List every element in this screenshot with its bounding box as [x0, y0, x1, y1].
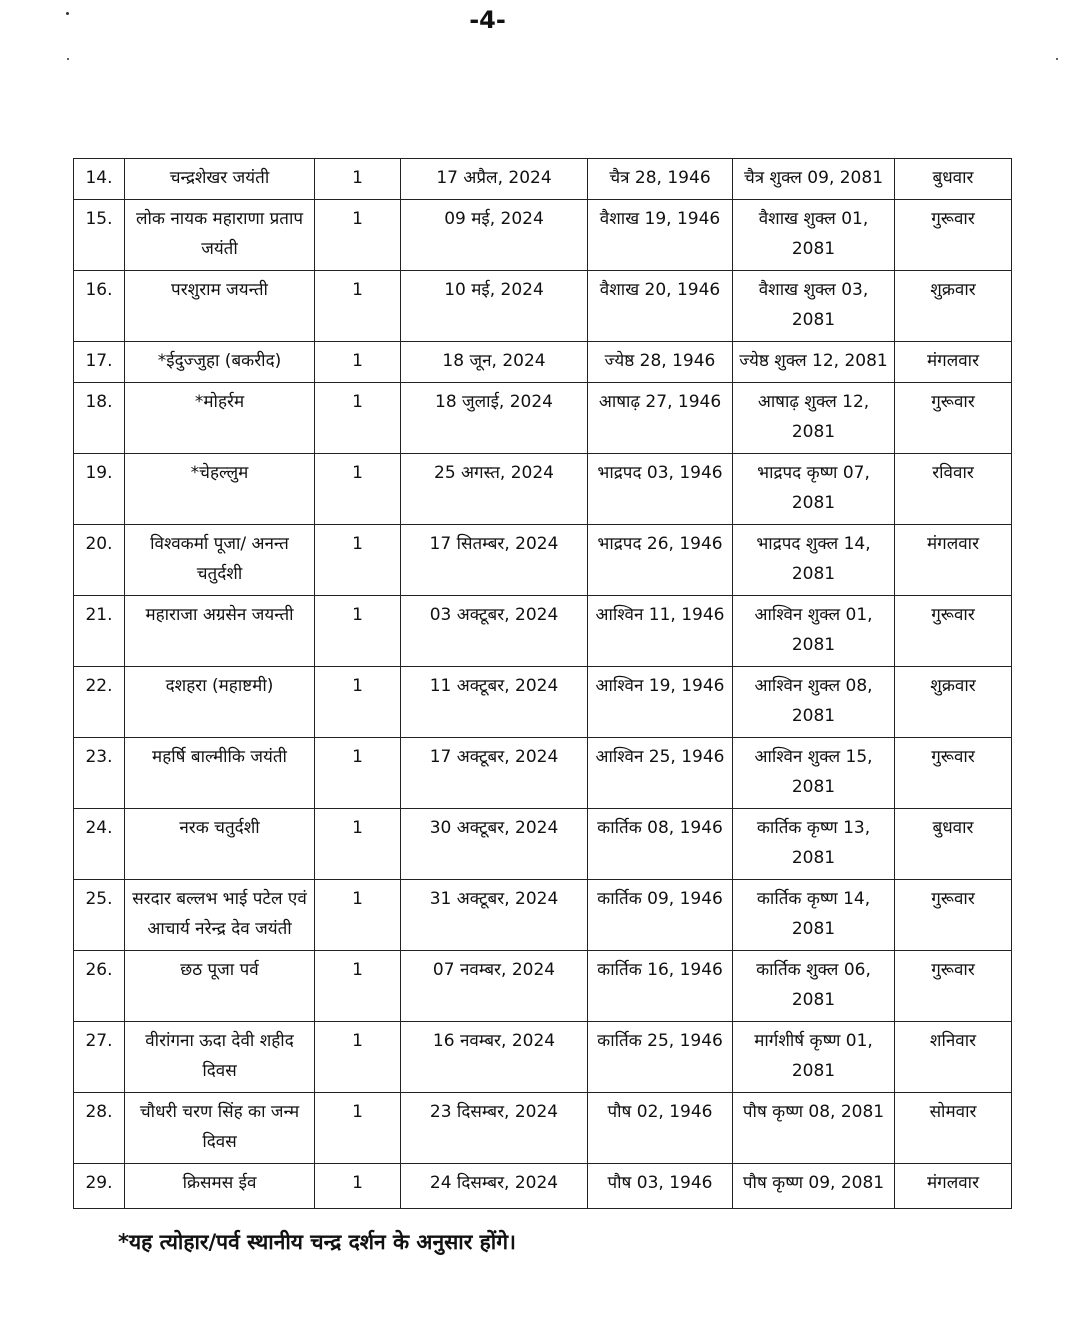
weekday-cell: मंगलवार [895, 1164, 1012, 1209]
table-row [74, 1022, 1012, 1093]
vikram-date-cell: वैशाख शुक्ल 03, 2081 [733, 271, 895, 342]
serial-number-cell: 22. [74, 667, 125, 738]
gregorian-date-cell: 30 अक्टूबर, 2024 [401, 809, 588, 880]
saka-date-cell: भाद्रपद 26, 1946 [588, 525, 733, 596]
weekday-cell: गुरूवार [895, 596, 1012, 667]
saka-date-cell: आश्विन 25, 1946 [588, 738, 733, 809]
saka-date-cell: वैशाख 20, 1946 [588, 271, 733, 342]
vikram-date-cell: आषाढ़ शुक्ल 12, 2081 [733, 383, 895, 454]
holiday-name-cell: सरदार बल्लभ भाई पटेल एवं आचार्य नरेन्द्र देव जयंती [125, 880, 315, 951]
saka-date-cell: वैशाख 19, 1946 [588, 200, 733, 271]
holiday-table-body [74, 159, 1012, 1209]
gregorian-date-cell: 25 अगस्त, 2024 [401, 454, 588, 525]
holiday-table [73, 158, 1012, 1209]
table-row [74, 525, 1012, 596]
serial-number-cell: 14. [74, 159, 125, 200]
serial-number-cell: 20. [74, 525, 125, 596]
table-row [74, 809, 1012, 880]
gregorian-date-cell: 18 जून, 2024 [401, 342, 588, 383]
vikram-date-cell: चैत्र शुक्ल 09, 2081 [733, 159, 895, 200]
vikram-date-cell: भाद्रपद कृष्ण 07, 2081 [733, 454, 895, 525]
saka-date-cell: कार्तिक 08, 1946 [588, 809, 733, 880]
weekday-cell: बुधवार [895, 809, 1012, 880]
vikram-date-cell: ज्येष्ठ शुक्ल 12, 2081 [733, 342, 895, 383]
holiday-name-cell: नरक चतुर्दशी [125, 809, 315, 880]
gregorian-date-cell: 31 अक्टूबर, 2024 [401, 880, 588, 951]
vikram-date-cell: भाद्रपद शुक्ल 14, 2081 [733, 525, 895, 596]
saka-date-cell: भाद्रपद 03, 1946 [588, 454, 733, 525]
table-row [74, 454, 1012, 525]
saka-date-cell: कार्तिक 16, 1946 [588, 951, 733, 1022]
saka-date-cell: आश्विन 11, 1946 [588, 596, 733, 667]
saka-date-cell: कार्तिक 25, 1946 [588, 1022, 733, 1093]
gregorian-date-cell: 17 अक्टूबर, 2024 [401, 738, 588, 809]
table-row [74, 738, 1012, 809]
vikram-date-cell: कार्तिक कृष्ण 13, 2081 [733, 809, 895, 880]
gregorian-date-cell: 09 मई, 2024 [401, 200, 588, 271]
weekday-cell: मंगलवार [895, 342, 1012, 383]
gregorian-date-cell: 17 सितम्बर, 2024 [401, 525, 588, 596]
table-row [74, 1093, 1012, 1164]
table-row [74, 951, 1012, 1022]
holiday-name-cell: क्रिसमस ईव [125, 1164, 315, 1209]
weekday-cell: सोमवार [895, 1093, 1012, 1164]
vikram-date-cell: कार्तिक शुक्ल 06, 2081 [733, 951, 895, 1022]
holiday-name-cell: वीरांगना ऊदा देवी शहीद दिवस [125, 1022, 315, 1093]
days-count-cell: 1 [315, 454, 401, 525]
serial-number-cell: 29. [74, 1164, 125, 1209]
days-count-cell: 1 [315, 951, 401, 1022]
gregorian-date-cell: 18 जुलाई, 2024 [401, 383, 588, 454]
holiday-name-cell: महाराजा अग्रसेन जयन्ती [125, 596, 315, 667]
holiday-name-cell: *मोहर्रम [125, 383, 315, 454]
gregorian-date-cell: 10 मई, 2024 [401, 271, 588, 342]
serial-number-cell: 27. [74, 1022, 125, 1093]
holiday-name-cell: परशुराम जयन्ती [125, 271, 315, 342]
gregorian-date-cell: 24 दिसम्बर, 2024 [401, 1164, 588, 1209]
saka-date-cell: ज्येष्ठ 28, 1946 [588, 342, 733, 383]
footnote: *यह त्योहार/पर्व स्थानीय चन्द्र दर्शन के अनुसार होंगे। [118, 1230, 517, 1254]
serial-number-cell: 16. [74, 271, 125, 342]
days-count-cell: 1 [315, 271, 401, 342]
holiday-name-cell: चौधरी चरण सिंह का जन्म दिवस [125, 1093, 315, 1164]
saka-date-cell: पौष 03, 1946 [588, 1164, 733, 1209]
saka-date-cell: कार्तिक 09, 1946 [588, 880, 733, 951]
weekday-cell: गुरूवार [895, 738, 1012, 809]
holiday-name-cell: लोक नायक महाराणा प्रताप जयंती [125, 200, 315, 271]
days-count-cell: 1 [315, 880, 401, 951]
gregorian-date-cell: 11 अक्टूबर, 2024 [401, 667, 588, 738]
scan-speck [67, 58, 69, 60]
weekday-cell: गुरूवार [895, 383, 1012, 454]
weekday-cell: मंगलवार [895, 525, 1012, 596]
weekday-cell: गुरूवार [895, 880, 1012, 951]
table-row [74, 342, 1012, 383]
serial-number-cell: 19. [74, 454, 125, 525]
serial-number-cell: 21. [74, 596, 125, 667]
holiday-name-cell: छठ पूजा पर्व [125, 951, 315, 1022]
serial-number-cell: 24. [74, 809, 125, 880]
serial-number-cell: 18. [74, 383, 125, 454]
days-count-cell: 1 [315, 200, 401, 271]
holiday-name-cell: चन्द्रशेखर जयंती [125, 159, 315, 200]
gregorian-date-cell: 03 अक्टूबर, 2024 [401, 596, 588, 667]
table-row [74, 1164, 1012, 1209]
weekday-cell: गुरूवार [895, 951, 1012, 1022]
saka-date-cell: पौष 02, 1946 [588, 1093, 733, 1164]
table-row [74, 200, 1012, 271]
days-count-cell: 1 [315, 383, 401, 454]
days-count-cell: 1 [315, 809, 401, 880]
serial-number-cell: 25. [74, 880, 125, 951]
serial-number-cell: 17. [74, 342, 125, 383]
vikram-date-cell: कार्तिक कृष्ण 14, 2081 [733, 880, 895, 951]
scan-speck [66, 12, 69, 15]
gregorian-date-cell: 17 अप्रैल, 2024 [401, 159, 588, 200]
table-row [74, 667, 1012, 738]
holiday-name-cell: *चेहल्लुम [125, 454, 315, 525]
serial-number-cell: 28. [74, 1093, 125, 1164]
scan-speck [1056, 58, 1058, 60]
days-count-cell: 1 [315, 159, 401, 200]
gregorian-date-cell: 16 नवम्बर, 2024 [401, 1022, 588, 1093]
page-number: -4- [469, 6, 506, 34]
weekday-cell: रविवार [895, 454, 1012, 525]
weekday-cell: गुरूवार [895, 200, 1012, 271]
holiday-name-cell: महर्षि बाल्मीकि जयंती [125, 738, 315, 809]
gregorian-date-cell: 07 नवम्बर, 2024 [401, 951, 588, 1022]
vikram-date-cell: वैशाख शुक्ल 01, 2081 [733, 200, 895, 271]
weekday-cell: बुधवार [895, 159, 1012, 200]
table-row [74, 596, 1012, 667]
days-count-cell: 1 [315, 1164, 401, 1209]
gregorian-date-cell: 23 दिसम्बर, 2024 [401, 1093, 588, 1164]
table-row [74, 159, 1012, 200]
weekday-cell: शुक्रवार [895, 271, 1012, 342]
weekday-cell: शनिवार [895, 1022, 1012, 1093]
days-count-cell: 1 [315, 738, 401, 809]
weekday-cell: शुक्रवार [895, 667, 1012, 738]
serial-number-cell: 15. [74, 200, 125, 271]
table-row [74, 271, 1012, 342]
days-count-cell: 1 [315, 667, 401, 738]
holiday-name-cell: विश्वकर्मा पूजा/ अनन्त चतुर्दशी [125, 525, 315, 596]
days-count-cell: 1 [315, 1093, 401, 1164]
serial-number-cell: 23. [74, 738, 125, 809]
saka-date-cell: आश्विन 19, 1946 [588, 667, 733, 738]
holiday-name-cell: *ईदुज्जुहा (बकरीद) [125, 342, 315, 383]
days-count-cell: 1 [315, 1022, 401, 1093]
saka-date-cell: चैत्र 28, 1946 [588, 159, 733, 200]
table-row [74, 880, 1012, 951]
vikram-date-cell: मार्गशीर्ष कृष्ण 01, 2081 [733, 1022, 895, 1093]
days-count-cell: 1 [315, 596, 401, 667]
serial-number-cell: 26. [74, 951, 125, 1022]
vikram-date-cell: पौष कृष्ण 09, 2081 [733, 1164, 895, 1209]
vikram-date-cell: आश्विन शुक्ल 15, 2081 [733, 738, 895, 809]
days-count-cell: 1 [315, 342, 401, 383]
vikram-date-cell: पौष कृष्ण 08, 2081 [733, 1093, 895, 1164]
saka-date-cell: आषाढ़ 27, 1946 [588, 383, 733, 454]
table-row [74, 383, 1012, 454]
holiday-name-cell: दशहरा (महाष्टमी) [125, 667, 315, 738]
vikram-date-cell: आश्विन शुक्ल 08, 2081 [733, 667, 895, 738]
days-count-cell: 1 [315, 525, 401, 596]
vikram-date-cell: आश्विन शुक्ल 01, 2081 [733, 596, 895, 667]
